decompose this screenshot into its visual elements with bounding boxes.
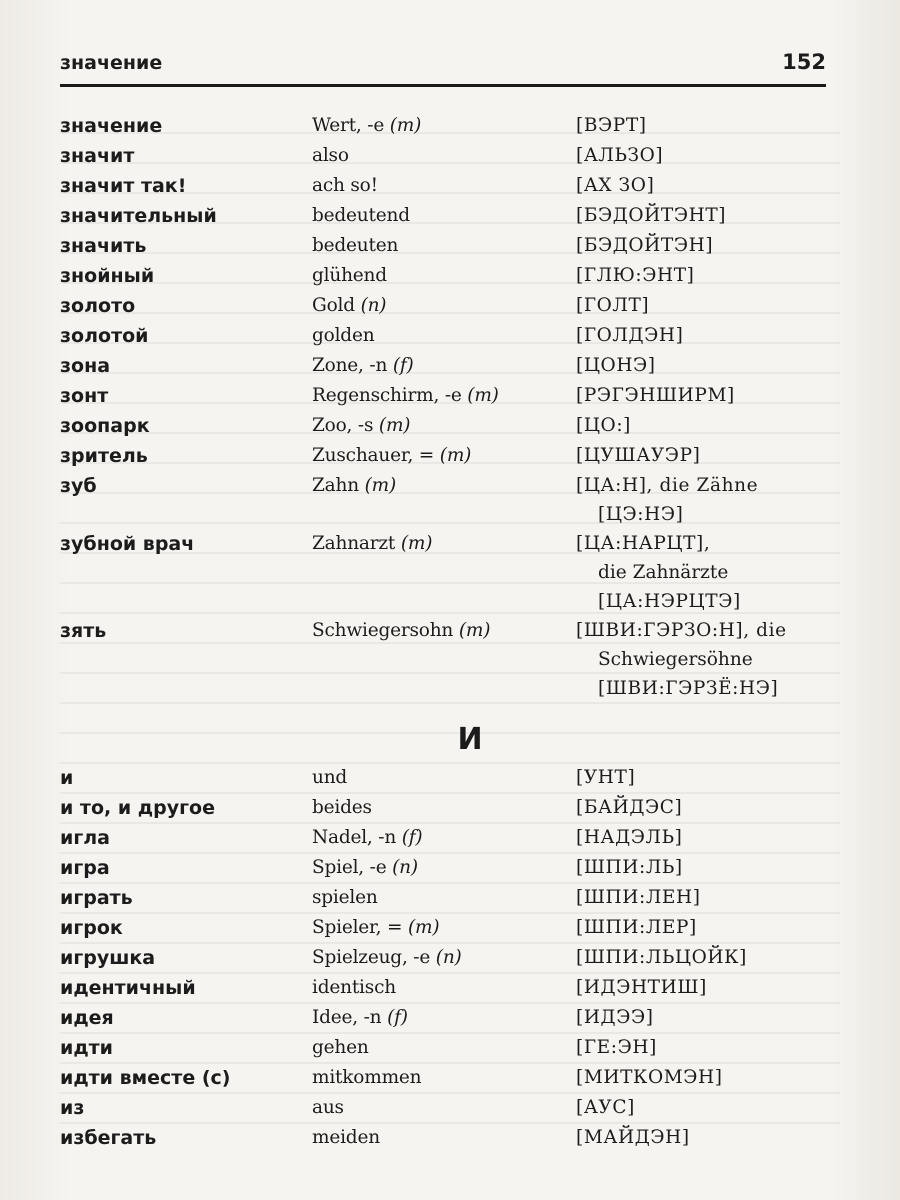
transcription-line: [ГОЛТ] [576, 295, 650, 316]
german-translation [312, 441, 576, 471]
transcription [576, 171, 840, 200]
german-word: bedeuten [312, 235, 399, 256]
section-letter: И [457, 722, 483, 757]
gender-marker: (m) [400, 533, 433, 554]
russian-headword: золотой [60, 325, 149, 347]
transcription [576, 111, 840, 140]
gender-marker: (f) [392, 355, 414, 376]
transcription-line: die Zahnärzte [598, 562, 729, 583]
transcription [576, 1063, 840, 1092]
german-translation [312, 1033, 576, 1063]
german-translation [312, 853, 576, 883]
german-translation [312, 471, 576, 501]
dictionary-entry [60, 411, 840, 441]
transcription-line: [ЦУШАУЭР] [576, 445, 701, 466]
russian-headword: идти [60, 1037, 113, 1059]
russian-headword: значит так! [60, 175, 187, 197]
german-word: glühend [312, 265, 387, 286]
russian-headword: золото [60, 295, 136, 317]
transcription-line: [ШПИ:ЛЕР] [576, 917, 697, 938]
gender-marker: (n) [435, 947, 462, 968]
german-word: golden [312, 325, 375, 346]
german-word: Zoo, -s [312, 415, 379, 436]
german-word: Spiel, -e [312, 857, 393, 878]
russian-headword: значит [60, 145, 135, 167]
german-word: spielen [312, 887, 378, 908]
transcription-line: [БЭДОЙТЭН] [576, 235, 714, 256]
german-translation [312, 411, 576, 441]
gender-marker: (n) [392, 857, 418, 878]
transcription-line: [ЦЭ:НЭ] [598, 504, 684, 525]
transcription-line: [АХ ЗО] [576, 175, 655, 196]
russian-headword: игла [60, 827, 110, 849]
transcription [576, 351, 840, 380]
german-word: also [312, 145, 349, 166]
dictionary-entry [60, 973, 840, 1003]
gender-marker: (n) [360, 295, 387, 316]
entry-list [60, 111, 840, 1153]
gender-marker: (f) [401, 827, 423, 848]
russian-headword: значительный [60, 205, 217, 227]
transcription [576, 1093, 840, 1122]
entry-group-z [60, 111, 840, 703]
german-word: bedeutend [312, 205, 410, 226]
dictionary-entry [60, 111, 840, 141]
german-translation [312, 973, 576, 1003]
transcription-line: [ГЕ:ЭН] [576, 1037, 657, 1058]
transcription [576, 793, 840, 822]
transcription-line: [ГОЛДЭН] [576, 325, 684, 346]
russian-headword: из [60, 1097, 85, 1119]
german-word: beides [312, 797, 372, 818]
transcription [576, 261, 840, 290]
dictionary-entry [60, 291, 840, 321]
german-word: mitkommen [312, 1067, 422, 1088]
dictionary-entry [60, 1093, 840, 1123]
transcription-line: [МИТКОМЭН] [576, 1067, 723, 1088]
transcription-line: [АУС] [576, 1097, 635, 1118]
dictionary-entry [60, 471, 840, 529]
dictionary-entry [60, 793, 840, 823]
german-word: Schwiegersohn [312, 620, 459, 641]
german-word: Zahnarzt [312, 533, 401, 554]
dictionary-entry [60, 763, 840, 793]
russian-headword: идти вместе (с) [60, 1067, 231, 1089]
german-word: identisch [312, 977, 396, 998]
german-word: Wert, -e [312, 115, 390, 136]
german-translation [312, 883, 576, 913]
transcription [576, 471, 840, 529]
transcription [576, 1123, 840, 1152]
transcription-line: [ЦА:НАРЦТ], [576, 533, 711, 554]
transcription [576, 411, 840, 440]
entry-group-i [60, 763, 840, 1153]
gender-marker: (m) [467, 385, 499, 406]
german-translation [312, 529, 576, 559]
german-word: Idee, -n [312, 1007, 388, 1028]
german-translation [312, 351, 576, 381]
dictionary-entry [60, 913, 840, 943]
dictionary-entry [60, 529, 840, 616]
german-translation [312, 231, 576, 261]
transcription [576, 231, 840, 260]
transcription-line: [ШПИ:ЛЕН] [576, 887, 701, 908]
dictionary-entry [60, 171, 840, 201]
russian-headword: идея [60, 1007, 114, 1029]
transcription [576, 823, 840, 852]
dictionary-entry [60, 261, 840, 291]
russian-headword: и то, и другое [60, 797, 215, 819]
german-translation [312, 291, 576, 321]
german-translation [312, 1063, 576, 1093]
russian-headword: избегать [60, 1127, 157, 1149]
gender-marker: (m) [439, 445, 472, 466]
russian-headword: игрушка [60, 947, 156, 969]
dictionary-entry [60, 231, 840, 261]
transcription-line: [ШВИ:ГЭРЗЁ:НЭ] [598, 678, 779, 699]
russian-headword: игра [60, 857, 110, 879]
german-word: Spielzeug, -e [312, 947, 436, 968]
gender-marker: (m) [389, 115, 422, 136]
dictionary-entry [60, 321, 840, 351]
transcription-line: [ЦА:Н], die Zähne [576, 475, 759, 496]
page-header [60, 48, 826, 87]
russian-headword: значение [60, 115, 163, 137]
dictionary-entry [60, 381, 840, 411]
german-translation [312, 943, 576, 973]
german-translation [312, 1003, 576, 1033]
transcription-line: [ИДЭЭ] [576, 1007, 654, 1028]
dictionary-entry [60, 141, 840, 171]
russian-headword: зонт [60, 385, 109, 407]
gender-marker: (f) [387, 1007, 408, 1028]
transcription-line: [ЦО:] [576, 415, 631, 436]
transcription-line: [АЛЬЗО] [576, 145, 664, 166]
page-number: 152 [782, 50, 826, 74]
gender-marker: (m) [458, 620, 491, 641]
german-word: und [312, 767, 348, 788]
german-translation [312, 763, 576, 793]
transcription-line: [ШПИ:ЛЬ] [576, 857, 683, 878]
german-word: Zone, -n [312, 355, 393, 376]
dictionary-entry [60, 823, 840, 853]
russian-headword: зять [60, 620, 107, 642]
gender-marker: (m) [378, 415, 411, 436]
russian-headword: идентичный [60, 977, 196, 999]
dictionary-entry [60, 883, 840, 913]
russian-headword: зубной врач [60, 533, 195, 555]
transcription [576, 321, 840, 350]
german-translation [312, 171, 576, 201]
gender-marker: (m) [408, 917, 440, 938]
transcription-line: [БЭДОЙТЭНТ] [576, 205, 727, 226]
russian-headword: играть [60, 887, 133, 909]
russian-headword: значить [60, 235, 147, 257]
german-word: Gold [312, 295, 361, 316]
transcription [576, 616, 840, 703]
transcription-line: [НАДЭЛЬ] [576, 827, 683, 848]
transcription [576, 763, 840, 792]
dictionary-entry [60, 1123, 840, 1153]
german-word: ach so! [312, 175, 378, 196]
dictionary-entry [60, 201, 840, 231]
transcription [576, 141, 840, 170]
german-translation [312, 201, 576, 231]
russian-headword: зритель [60, 445, 148, 467]
german-translation [312, 141, 576, 171]
german-word: Zuschauer, = [312, 445, 440, 466]
transcription-line: [ЦОНЭ] [576, 355, 656, 376]
transcription [576, 943, 840, 972]
german-translation [312, 381, 576, 411]
russian-headword: зона [60, 355, 111, 377]
german-word: Spieler, = [312, 917, 408, 938]
german-translation [312, 1093, 576, 1123]
transcription [576, 1003, 840, 1032]
german-translation [312, 261, 576, 291]
transcription-line: [ЦА:НЭРЦТЭ] [598, 591, 741, 612]
russian-headword: и [60, 767, 74, 789]
transcription-line: [МАЙДЭН] [576, 1127, 690, 1148]
transcription [576, 381, 840, 410]
transcription [576, 883, 840, 912]
running-head-word: значение [60, 52, 163, 74]
transcription [576, 913, 840, 942]
transcription [576, 201, 840, 230]
transcription-line: [ШПИ:ЛЬЦОЙК] [576, 947, 747, 968]
german-translation [312, 321, 576, 351]
german-word: meiden [312, 1127, 380, 1148]
transcription-line: [РЭГЭНШИРМ] [576, 385, 735, 406]
german-word: Zahn [312, 475, 365, 496]
russian-headword: знойный [60, 265, 155, 287]
transcription [576, 853, 840, 882]
russian-headword: зуб [60, 475, 97, 497]
transcription-line: [ШВИ:ГЭРЗО:Н], die [576, 620, 787, 641]
transcription-line: [ИДЭНТИШ] [576, 977, 707, 998]
transcription [576, 441, 840, 470]
transcription [576, 973, 840, 1002]
german-word: Regenschirm, -e [312, 385, 468, 406]
dictionary-entry [60, 441, 840, 471]
dictionary-entry [60, 1003, 840, 1033]
dictionary-entry [60, 616, 840, 703]
transcription-line: Schwiegersöhne [598, 649, 753, 670]
russian-headword: игрок [60, 917, 123, 939]
russian-headword: зоопарк [60, 415, 150, 437]
transcription-line: [ГЛЮ:ЭНТ] [576, 265, 695, 286]
transcription-line: [БАЙДЭС] [576, 797, 683, 818]
transcription-line: [УНТ] [576, 767, 636, 788]
transcription-line: [ВЭРТ] [576, 115, 647, 136]
german-word: Nadel, -n [312, 827, 402, 848]
german-translation [312, 793, 576, 823]
german-word: aus [312, 1097, 344, 1118]
german-translation [312, 111, 576, 141]
dictionary-entry [60, 943, 840, 973]
dictionary-entry [60, 1063, 840, 1093]
german-translation [312, 823, 576, 853]
transcription [576, 1033, 840, 1062]
german-translation [312, 913, 576, 943]
dictionary-entry [60, 351, 840, 381]
dictionary-entry [60, 853, 840, 883]
german-word: gehen [312, 1037, 369, 1058]
german-translation [312, 1123, 576, 1153]
transcription [576, 291, 840, 320]
transcription [576, 529, 840, 616]
gender-marker: (m) [364, 475, 396, 496]
german-translation [312, 616, 576, 646]
dictionary-entry [60, 1033, 840, 1063]
